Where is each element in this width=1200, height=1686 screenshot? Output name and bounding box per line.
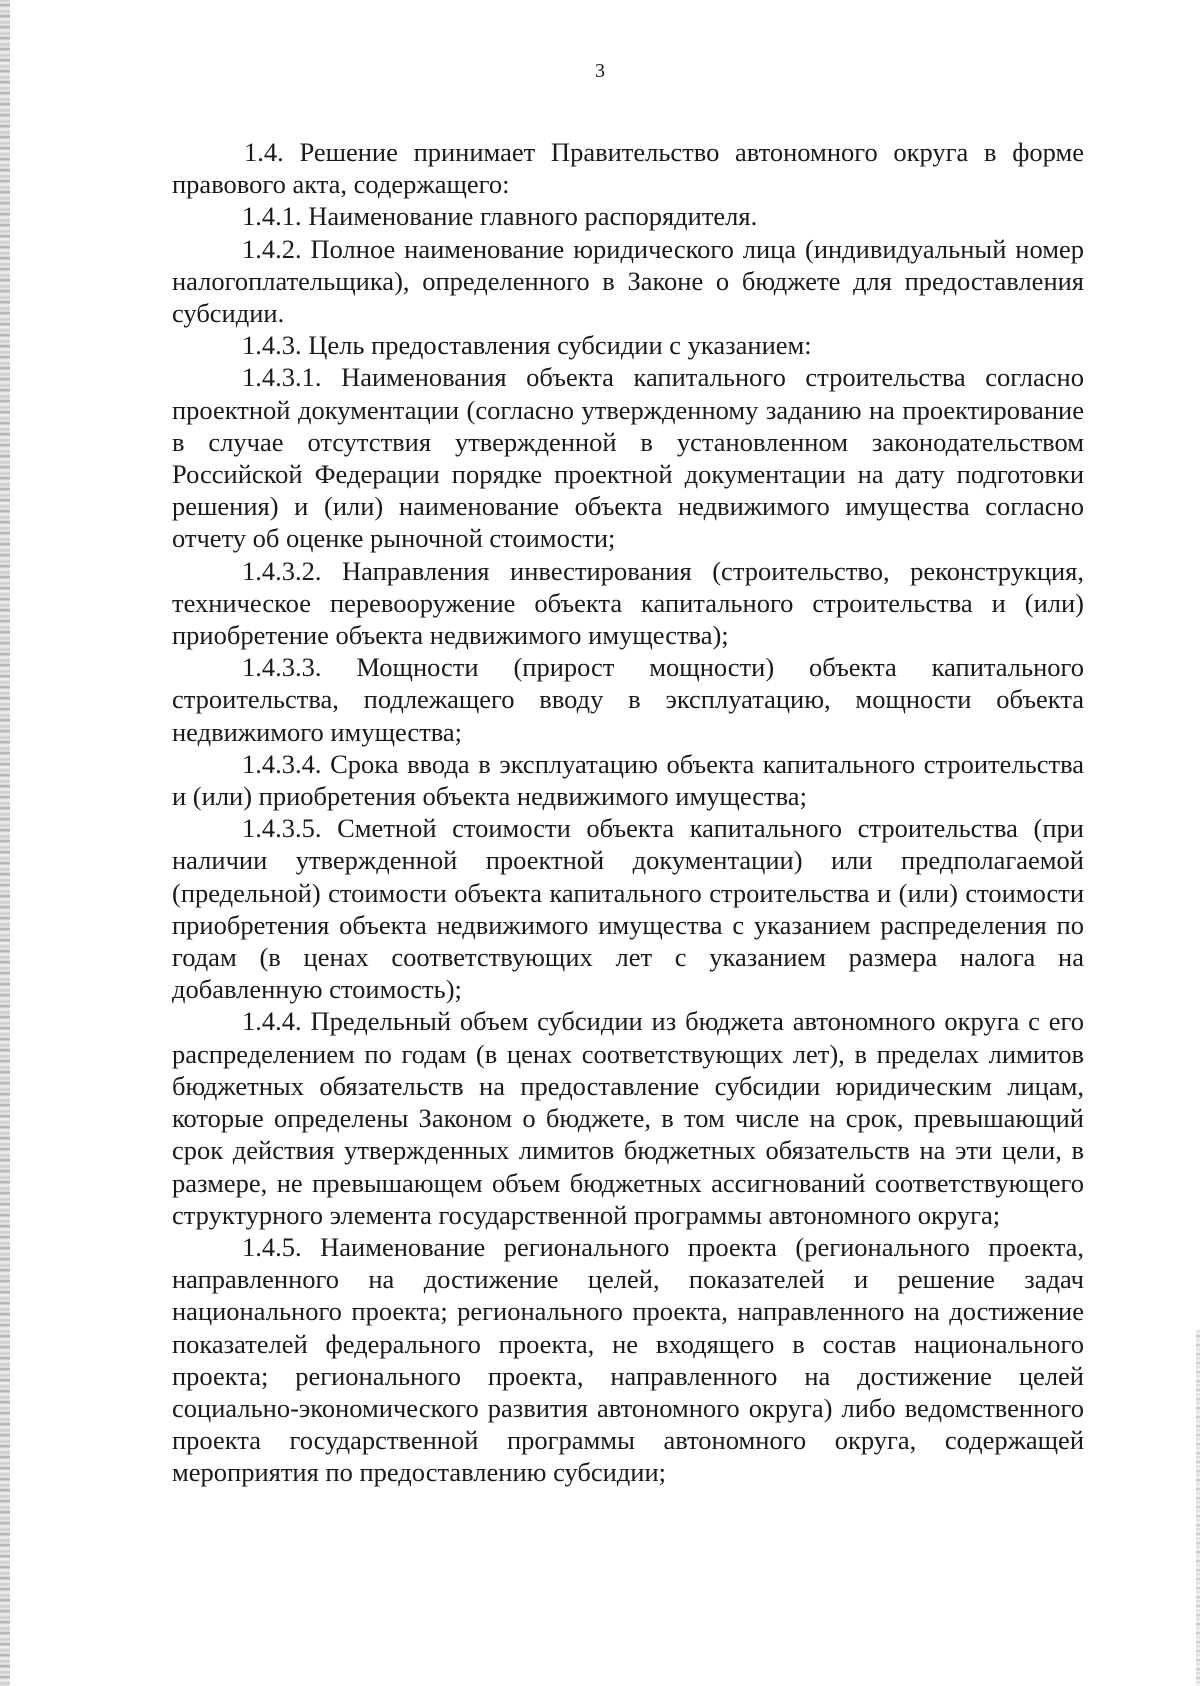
paragraph-1-4-3-1: 1.4.3.1. Наименования объекта капитального строительства согласно проектной документации (согласно утвержденному заданию на проектирование в случае отсутствия утвержденной в установленном законодательством Российской Федерации порядке проектной документации на дату подготовки решения) и (или) наименование объекта недвижимого имущества согласно отчету об оценке рыночной стоимости; (172, 362, 1084, 554)
paragraph-1-4-3-4: 1.4.3.4. Срока ввода в эксплуатацию объекта капитального строительства и (или) приобретения объекта недвижимого имущества; (172, 748, 1084, 812)
paragraph-1-4-3: 1.4.3. Цель предоставления субсидии с указанием: (242, 330, 812, 361)
paragraph-1-4: 1.4. Решение принимает Правительство автономного округа в форме правового акта, содержащего: (172, 137, 1084, 200)
paragraph-1-4-3-5: 1.4.3.5. Сметной стоимости объекта капитального строительства (при наличии утвержденной проектной документации) или предполагаемой (предельной) стоимости объекта капитального строительства и (или) стоимости приобретения объекта недвижимого имущества с указанием распределения по годам (в ценах соответствующих лет с указанием размера налога на добавленную стоимость); (172, 813, 1084, 1005)
paragraph-1-4-1: 1.4.1. Наименование главного распорядителя. (242, 201, 758, 232)
scan-edge-right (1196, 1330, 1200, 1686)
paragraph-1-4-5: 1.4.5. Наименование регионального проекта (регионального проекта, направленного на достижение целей, показателей и решение задач национального проекта; регионального проекта, направленного на достижение показателей федерального проекта, не входящего в состав национального проекта; регионального проекта, направленного на достижение целей социально-экономического развития автономного округа) либо ведомственного проекта государственной программы автономного округа, содержащей мероприятия по предоставлению субсидии; (172, 1231, 1084, 1488)
paragraph-1-4-3-3: 1.4.3.3. Мощности (прирост мощности) объекта капитального строительства, подлежащего вводу в эксплуатацию, мощности объекта недвижимого имущества; (172, 652, 1084, 747)
document-body (172, 136, 1084, 1489)
paragraph-1-4-3-2: 1.4.3.2. Направления инвестирования (строительство, реконструкция, техническое перевооружение объекта капитального строительства и (или) приобретение объекта недвижимого имущества); (172, 555, 1084, 651)
scan-edge-left (0, 0, 10, 1686)
paragraph-1-4-4: 1.4.4. Предельный объем субсидии из бюджета автономного округа с его распределением по годам (в ценах соответствующих лет), в пределах лимитов бюджетных обязательств на предоставление субсидии юридическим лицам, которые определены Законом о бюджете, в том числе на срок, превышающий срок действия утвержденных лимитов бюджетных обязательств на эти цели, в размере, не превышающем объем бюджетных ассигнований соответствующего структурного элемента государственной программы автономного округа; (172, 1006, 1084, 1230)
paragraph-1-4-2: 1.4.2. Полное наименование юридического лица (индивидуальный номер налогоплательщика), определенного в Законе о бюджете для предоставления субсидии. (172, 233, 1084, 329)
page-number: 3 (595, 60, 605, 82)
